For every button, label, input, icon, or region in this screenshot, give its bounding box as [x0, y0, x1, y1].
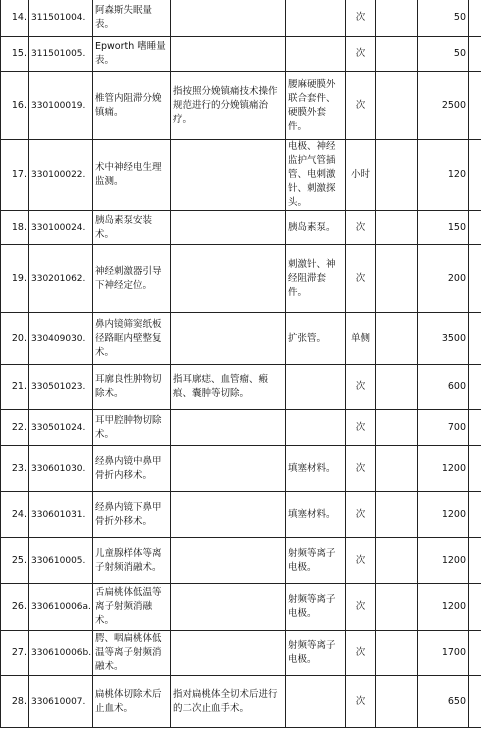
- table-row: [1, 313, 481, 365]
- edge-cell: [469, 0, 481, 37]
- table-row: [1, 492, 481, 538]
- row-number-cell: 22.: [1, 410, 29, 446]
- edge-cell: [469, 676, 481, 728]
- item-description-cell: [171, 37, 286, 72]
- item-description-cell: 指按照分娩镇痛技术操作规范进行的分娩镇痛治疗。: [171, 72, 286, 140]
- item-name-cell: 术中神经电生理监测。: [93, 140, 171, 211]
- row-number-cell: 14.: [1, 0, 29, 37]
- unit-cell: 次: [346, 631, 376, 676]
- price-cell: 1200: [418, 446, 469, 492]
- item-name-cell: 耳甲腔肿物切除术。: [93, 410, 171, 446]
- row-number-cell: 19.: [1, 245, 29, 313]
- edge-cell: [469, 140, 481, 211]
- price-cell: 50: [418, 37, 469, 72]
- note-cell: [376, 365, 418, 410]
- table-row: [1, 676, 481, 728]
- note-cell: [376, 410, 418, 446]
- edge-cell: [469, 538, 481, 584]
- item-description-cell: [171, 492, 286, 538]
- table-row: [1, 0, 481, 37]
- item-code-cell: 330601030.: [29, 446, 93, 492]
- unit-cell: 次: [346, 676, 376, 728]
- excluded-materials-cell: [286, 365, 346, 410]
- unit-cell: 次: [346, 245, 376, 313]
- excluded-materials-cell: [286, 676, 346, 728]
- row-number-cell: 18.: [1, 211, 29, 245]
- unit-cell: 次: [346, 410, 376, 446]
- row-number-cell: 26.: [1, 584, 29, 631]
- item-description-cell: [171, 584, 286, 631]
- item-description-cell: [171, 140, 286, 211]
- unit-cell: 次: [346, 0, 376, 37]
- price-cell: 2500: [418, 72, 469, 140]
- price-cell: 700: [418, 410, 469, 446]
- unit-cell: 次: [346, 538, 376, 584]
- note-cell: [376, 676, 418, 728]
- price-cell: 650: [418, 676, 469, 728]
- item-name-cell: 鼻内镜筛窦纸板径路眶内壁整复术。: [93, 313, 171, 365]
- note-cell: [376, 584, 418, 631]
- excluded-materials-cell: [286, 0, 346, 37]
- item-name-cell: 椎管内阻滞分娩镇痛。: [93, 72, 171, 140]
- item-code-cell: 330610007.: [29, 676, 93, 728]
- note-cell: [376, 211, 418, 245]
- edge-cell: [469, 37, 481, 72]
- note-cell: [376, 492, 418, 538]
- unit-cell: 次: [346, 446, 376, 492]
- edge-cell: [469, 245, 481, 313]
- item-description-cell: [171, 313, 286, 365]
- item-name-cell: 扁桃体切除术后止血术。: [93, 676, 171, 728]
- price-cell: 200: [418, 245, 469, 313]
- row-number-cell: 27.: [1, 631, 29, 676]
- item-description-cell: [171, 245, 286, 313]
- unit-cell: 次: [346, 211, 376, 245]
- item-description-cell: 指耳廓痣、血管瘤、瘢痕、囊肿等切除。: [171, 365, 286, 410]
- table-row: [1, 37, 481, 72]
- price-cell: 600: [418, 365, 469, 410]
- item-code-cell: 311501005.: [29, 37, 93, 72]
- row-number-cell: 23.: [1, 446, 29, 492]
- item-description-cell: [171, 211, 286, 245]
- note-cell: [376, 37, 418, 72]
- edge-cell: [469, 492, 481, 538]
- item-code-cell: 330100024.: [29, 211, 93, 245]
- unit-cell: 次: [346, 365, 376, 410]
- note-cell: [376, 631, 418, 676]
- item-code-cell: 330601031.: [29, 492, 93, 538]
- excluded-materials-cell: 填塞材料。: [286, 446, 346, 492]
- row-number-cell: 28.: [1, 676, 29, 728]
- note-cell: [376, 538, 418, 584]
- item-description-cell: [171, 446, 286, 492]
- edge-cell: [469, 584, 481, 631]
- excluded-materials-cell: [286, 410, 346, 446]
- excluded-materials-cell: 电极、神经监护气管插管、电刺激针、刺激探头。: [286, 140, 346, 211]
- note-cell: [376, 0, 418, 37]
- edge-cell: [469, 211, 481, 245]
- item-code-cell: 311501004.: [29, 0, 93, 37]
- item-name-cell: 耳廓良性肿物切除术。: [93, 365, 171, 410]
- item-code-cell: 330100022.: [29, 140, 93, 211]
- item-description-cell: [171, 631, 286, 676]
- price-cell: 3500: [418, 313, 469, 365]
- unit-cell: 次: [346, 37, 376, 72]
- table-row: [1, 211, 481, 245]
- item-code-cell: 330100019.: [29, 72, 93, 140]
- row-number-cell: 17.: [1, 140, 29, 211]
- edge-cell: [469, 410, 481, 446]
- row-number-cell: 25.: [1, 538, 29, 584]
- table-row: [1, 446, 481, 492]
- price-cell: 1200: [418, 584, 469, 631]
- excluded-materials-cell: 扩张管。: [286, 313, 346, 365]
- price-cell: 150: [418, 211, 469, 245]
- item-code-cell: 330201062.: [29, 245, 93, 313]
- item-description-cell: 指对扁桃体全切术后进行的二次止血手术。: [171, 676, 286, 728]
- item-name-cell: 舌扁桃体低温等离子射频消融术。: [93, 584, 171, 631]
- price-cell: 50: [418, 0, 469, 37]
- row-number-cell: 16.: [1, 72, 29, 140]
- note-cell: [376, 313, 418, 365]
- excluded-materials-cell: 射频等离子电极。: [286, 538, 346, 584]
- item-code-cell: 330501023.: [29, 365, 93, 410]
- unit-cell: 次: [346, 72, 376, 140]
- row-number-cell: 24.: [1, 492, 29, 538]
- item-code-cell: 330610006b.: [29, 631, 93, 676]
- excluded-materials-cell: [286, 37, 346, 72]
- item-name-cell: 神经刺激器引导下神经定位。: [93, 245, 171, 313]
- item-name-cell: 腭、咽扁桃体低温等离子射频消融术。: [93, 631, 171, 676]
- row-number-cell: 20.: [1, 313, 29, 365]
- price-cell: 1200: [418, 492, 469, 538]
- item-code-cell: 330409030.: [29, 313, 93, 365]
- item-code-cell: 330501024.: [29, 410, 93, 446]
- excluded-materials-cell: 射频等离子电极。: [286, 584, 346, 631]
- table-row: [1, 410, 481, 446]
- edge-cell: [469, 365, 481, 410]
- table-row: [1, 631, 481, 676]
- edge-cell: [469, 313, 481, 365]
- table-row: [1, 584, 481, 631]
- item-name-cell: 儿童腺样体等离子射频消融术。: [93, 538, 171, 584]
- unit-cell: 次: [346, 584, 376, 631]
- item-name-cell: 经鼻内镜下鼻甲骨折外移术。: [93, 492, 171, 538]
- item-name-cell: 经鼻内镜中鼻甲骨折内移术。: [93, 446, 171, 492]
- excluded-materials-cell: 腰麻硬膜外联合套件、硬膜外套件。: [286, 72, 346, 140]
- item-name-cell: 阿森斯失眠量表。: [93, 0, 171, 37]
- table-row: [1, 245, 481, 313]
- item-description-cell: [171, 0, 286, 37]
- note-cell: [376, 140, 418, 211]
- price-cell: 1700: [418, 631, 469, 676]
- edge-cell: [469, 446, 481, 492]
- table-row: [1, 538, 481, 584]
- price-cell: 120: [418, 140, 469, 211]
- excluded-materials-cell: 胰岛素泵。: [286, 211, 346, 245]
- note-cell: [376, 72, 418, 140]
- row-number-cell: 21.: [1, 365, 29, 410]
- excluded-materials-cell: 填塞材料。: [286, 492, 346, 538]
- item-name-cell: Epworth 嗜睡量表。: [93, 37, 171, 72]
- note-cell: [376, 446, 418, 492]
- edge-cell: [469, 72, 481, 140]
- item-description-cell: [171, 410, 286, 446]
- row-number-cell: 15.: [1, 37, 29, 72]
- item-code-cell: 330610005.: [29, 538, 93, 584]
- item-code-cell: 330610006a.: [29, 584, 93, 631]
- unit-cell: 小时: [346, 140, 376, 211]
- unit-cell: 单侧: [346, 313, 376, 365]
- excluded-materials-cell: 刺激针、神经阻滞套件。: [286, 245, 346, 313]
- item-description-cell: [171, 538, 286, 584]
- table-row: [1, 72, 481, 140]
- item-name-cell: 胰岛素泵安装术。: [93, 211, 171, 245]
- table-row: [1, 365, 481, 410]
- edge-cell: [469, 631, 481, 676]
- excluded-materials-cell: 射频等离子电极。: [286, 631, 346, 676]
- price-cell: 1200: [418, 538, 469, 584]
- unit-cell: 次: [346, 492, 376, 538]
- note-cell: [376, 245, 418, 313]
- table-row: [1, 140, 481, 211]
